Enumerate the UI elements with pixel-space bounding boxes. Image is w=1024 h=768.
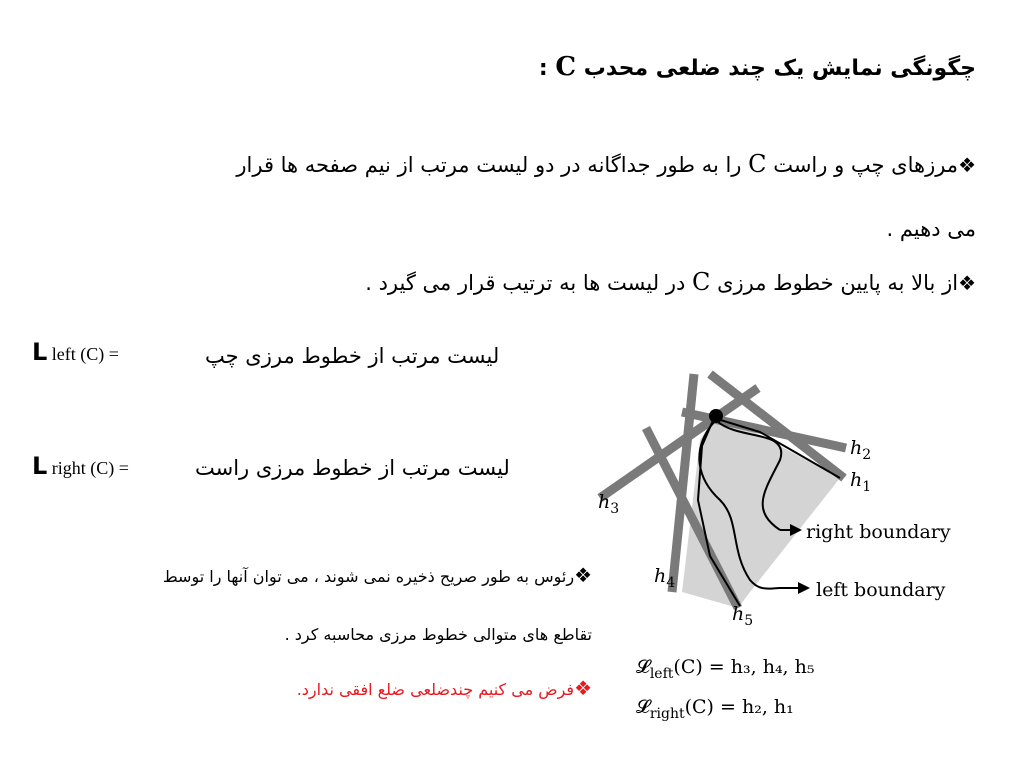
definition-left-subscript: left [51,344,76,364]
note-vertices-line2: تقاطع های متوالی خطوط مرزی محاسبه کرد . [284,625,592,644]
bullet-2 [216,268,976,296]
diamond-bullet-icon: ❖ [574,563,592,587]
label-h4: $h_4$ [654,565,676,591]
label-right-boundary: right boundary [806,521,951,543]
definition-left-symbol: L [32,338,48,366]
diamond-bullet-icon: ❖ [958,271,976,295]
definition-left-text: لیست مرتب از خطوط مرزی چپ [205,344,500,368]
definition-right [32,452,129,480]
convex-polygon-figure [590,360,1010,640]
bullet-1-letter: C [748,150,767,178]
formula-left-sub: left [649,665,674,682]
label-h2: $h_2$ [850,437,872,463]
definition-right-text: لیست مرتب از خطوط مرزی راست [195,456,510,480]
definition-right-symbol: L [32,452,48,480]
bullet-1 [146,132,976,261]
formula-right [636,696,794,722]
definition-left [32,338,119,366]
label-left-boundary: left boundary [816,579,946,601]
note-assumption-text: فرض می کنیم چندضلعی ضلع افقی ندارد. [296,680,575,699]
title-letter: C [555,52,577,82]
diamond-bullet-icon: ❖ [958,153,976,177]
title-text: چگونگی نمایش یک چند ضلعی محدب [583,56,976,81]
definition-right-arg: (C) = [90,458,129,478]
formula-left-rest: (C) = h₃, h₄, h₅ [673,656,815,678]
note-vertices [72,546,592,664]
label-h5: $h_5$ [732,603,754,629]
top-vertex-dot [709,409,723,423]
bullet-1-part2: را به طور جداگانه در دو لیست مرتب از نیم صفحه ها قرار [236,153,742,177]
formula-left [636,656,815,682]
page-title [276,52,976,82]
bullet-2-letter: C [692,268,711,296]
formula-left-lhs: 𝓛 [636,656,650,678]
bullet-1-part1: مرزهای چپ و راست [773,153,959,177]
bullet-2-part1: از بالا به پایین خطوط مرزی [717,271,959,295]
formula-right-lhs: 𝓛 [636,696,650,718]
definition-left-arg: (C) = [80,344,119,364]
label-h1: $h_1$ [850,469,872,495]
formula-right-rest: (C) = h₂, h₁ [684,696,794,718]
left-boundary-arrowhead [798,582,810,594]
title-suffix: : [538,56,548,81]
bullet-2-part2: در لیست ها به ترتیب قرار می گیرد . [365,271,686,295]
bullet-1-line2: می دهیم . [886,217,976,241]
note-vertices-line1: رئوس به طور صریح ذخیره نمی شوند ، می توان آنها را توسط [162,567,575,586]
label-h3: $h_3$ [598,491,620,517]
formula-right-sub: right [649,705,685,722]
definition-right-subscript: right [51,458,86,478]
diamond-bullet-icon: ❖ [574,676,592,700]
note-assumption [72,676,592,700]
